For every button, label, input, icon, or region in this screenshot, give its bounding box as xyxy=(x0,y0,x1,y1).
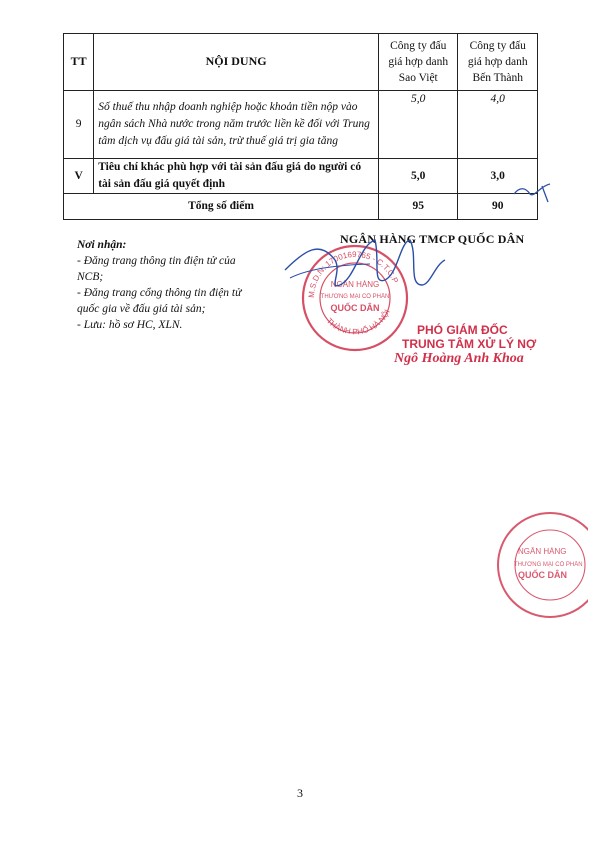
checkmark-icon xyxy=(512,182,552,204)
row-score-b: 3,0 xyxy=(458,159,538,194)
seal-partial-line1: NGÂN HÀNG xyxy=(518,547,567,556)
row-content: Số thuế thu nhập doanh nghiệp hoặc khoản tiền nộp vào ngân sách Nhà nước trong năm trước liền kề đối với Trung tâm dịch vụ đấu giá tài sản, trừ thuế giá trị gia tăng xyxy=(94,91,379,159)
header-org-a xyxy=(378,34,458,91)
header-content: NỘI DUNG xyxy=(94,34,379,91)
table-row xyxy=(64,159,538,194)
recipient-item: quốc gia về đấu giá tài sản; xyxy=(77,303,206,315)
signer-title-line2: TRUNG TÂM XỬ LÝ NỢ xyxy=(402,337,537,351)
header-org-a-line: giá hợp danh xyxy=(388,55,449,68)
row-score-a: 5,0 xyxy=(378,91,458,159)
table-total-row xyxy=(64,194,538,220)
recipient-item: NCB; xyxy=(77,271,104,283)
seal-line3: QUỐC DÂN xyxy=(330,303,380,313)
total-label: Tổng số điểm xyxy=(64,194,379,220)
header-tt: TT xyxy=(64,34,94,91)
seal-ring-top: M.S.D.N: 1700169765 - C.T.C.P xyxy=(306,249,400,299)
page-number: 3 xyxy=(297,786,303,800)
seal-line2: THƯƠNG MẠI CỔ PHẦN xyxy=(320,294,390,300)
recipients-block xyxy=(77,237,277,333)
row-tt: 9 xyxy=(64,91,94,159)
page-seal-partial xyxy=(478,510,588,620)
seal-partial-line3: QUỐC DÂN xyxy=(518,570,567,580)
row-score-b: 4,0 xyxy=(458,91,538,159)
score-table xyxy=(63,33,538,220)
total-score-b: 90 xyxy=(458,194,538,220)
recipient-item: - Lưu: hồ sơ HC, XLN. xyxy=(77,319,183,331)
header-org-b-line: giá hợp danh xyxy=(467,55,528,68)
recipient-item: - Đăng trang cổng thông tin điện tử xyxy=(77,287,242,299)
bank-name: NGÂN HÀNG TMCP QUỐC DÂN xyxy=(340,232,525,246)
recipients-heading: Nơi nhận: xyxy=(77,239,127,251)
signer-name: Ngô Hoàng Anh Khoa xyxy=(394,351,524,366)
header-org-b-line: Công ty đấu xyxy=(469,39,526,52)
header-org-b xyxy=(458,34,538,91)
signer-title-line1: PHÓ GIÁM ĐỐC xyxy=(417,323,508,337)
seal-line1: NGÂN HÀNG xyxy=(330,280,380,289)
header-org-a-line: Sao Việt xyxy=(398,72,438,85)
row-content: Tiêu chí khác phù hợp với tài sản đấu giá do người có tài sản đấu giá quyết định xyxy=(94,159,379,194)
total-score-a: 95 xyxy=(378,194,458,220)
header-org-a-line: Công ty đấu xyxy=(390,39,447,52)
table-row xyxy=(64,91,538,159)
row-score-a: 5,0 xyxy=(378,159,458,194)
seal-ring-bottom: THÀNH PHỐ HÀ NỘI xyxy=(324,308,392,337)
signature-scribble xyxy=(280,230,450,310)
seal-partial-line2: THƯƠNG MẠI CỔ PHẦN xyxy=(514,562,583,568)
table-header-row xyxy=(64,34,538,91)
row-tt: V xyxy=(64,159,94,194)
recipient-item: - Đăng trang thông tin điện tử của xyxy=(77,255,236,267)
header-org-b-line: Bến Thành xyxy=(472,72,524,85)
